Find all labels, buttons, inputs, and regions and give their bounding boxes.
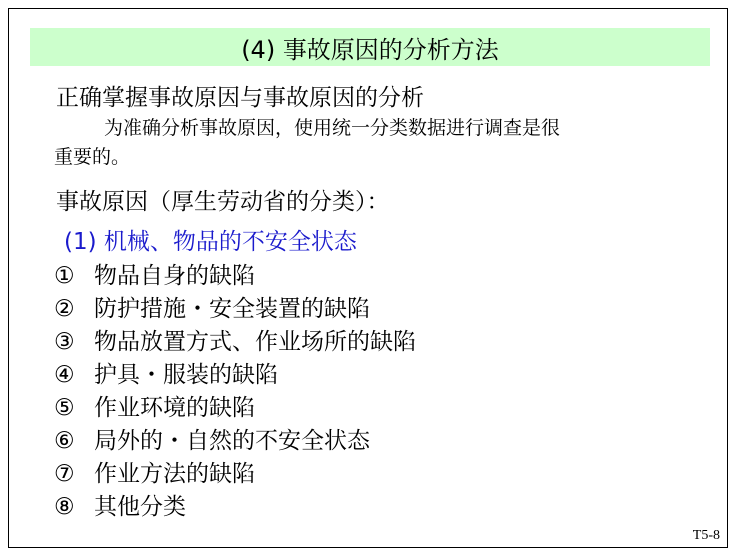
subsection-heading: (1) 机械、物品的不安全状态 [64, 229, 357, 255]
item-number: ① [54, 263, 75, 289]
item-number: ② [54, 296, 75, 322]
item-number: ⑤ [54, 395, 75, 421]
paragraph-line-2: 重要的。 [54, 146, 131, 168]
list-item [54, 429, 370, 454]
item-number: ⑦ [54, 461, 75, 487]
item-text: 物品放置方式、作业场所的缺陷 [94, 329, 416, 355]
item-text: 作业方法的缺陷 [94, 461, 255, 487]
list-item [54, 297, 370, 322]
list-item [54, 462, 255, 487]
list-item [54, 396, 255, 421]
item-text: 护具・服装的缺陷 [94, 362, 278, 388]
causes-heading: 事故原因（厚生劳动省的分类）： [56, 189, 390, 215]
list-item [54, 495, 186, 520]
item-text: 其他分类 [94, 494, 186, 520]
title-bar [30, 28, 710, 66]
paragraph-line-1: 为准确分析事故原因，使用统一分类数据进行调查是很 [104, 117, 561, 139]
slide-title: (4) 事故原因的分析方法 [241, 35, 499, 64]
list-item [54, 264, 255, 289]
main-heading: 正确掌握事故原因与事故原因的分析 [56, 85, 424, 111]
item-text: 局外的・自然的不安全状态 [94, 428, 370, 454]
list-item [54, 363, 278, 388]
item-text: 作业环境的缺陷 [94, 395, 255, 421]
item-number: ③ [54, 329, 75, 355]
item-text: 物品自身的缺陷 [94, 263, 255, 289]
item-text: 防护措施・安全装置的缺陷 [94, 296, 370, 322]
item-number: ⑧ [54, 494, 75, 520]
item-number: ④ [54, 362, 75, 388]
item-number: ⑥ [54, 428, 75, 454]
list-item [54, 330, 416, 355]
slide-code: T5-8 [692, 528, 720, 543]
